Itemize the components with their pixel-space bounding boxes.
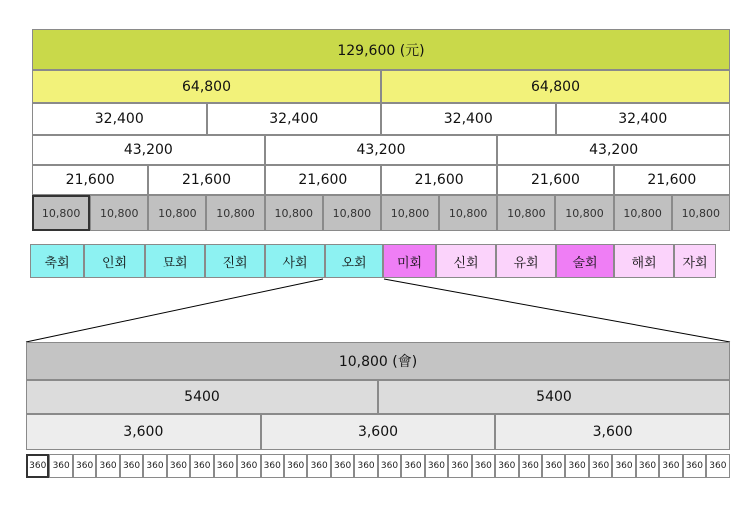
unit-cell: 360 — [167, 454, 190, 478]
twelfth-cell: 10,800 — [32, 195, 90, 231]
unit-cell: 360 — [143, 454, 166, 478]
branch-cell-sul: 술회 — [556, 244, 614, 278]
detail-third-cell: 3,600 — [495, 414, 730, 450]
branch-cell-hae: 해회 — [614, 244, 674, 278]
branch-cell-o: 오회 — [325, 244, 383, 278]
sixth-cell: 21,600 — [381, 165, 497, 195]
unit-cell: 360 — [659, 454, 682, 478]
quarter-cell: 32,400 — [207, 103, 382, 135]
unit-cell: 360 — [190, 454, 213, 478]
unit-cell: 360 — [495, 454, 518, 478]
half-cell: 64,800 — [381, 70, 730, 103]
branch-cell-jin: 진회 — [205, 244, 265, 278]
twelfth-cell: 10,800 — [439, 195, 497, 231]
detail-total-cell: 10,800 (會) — [26, 342, 730, 380]
twelfth-cell: 10,800 — [206, 195, 264, 231]
branch-cell-chuk: 축회 — [30, 244, 84, 278]
unit-cell: 360 — [307, 454, 330, 478]
quarter-cell: 32,400 — [556, 103, 731, 135]
third-cell: 43,200 — [497, 135, 730, 165]
unit-cell: 360 — [401, 454, 424, 478]
branch-cell-sa: 사회 — [265, 244, 325, 278]
sixth-cell: 21,600 — [265, 165, 381, 195]
unit-cell: 360 — [378, 454, 401, 478]
detail-total-row — [26, 342, 730, 380]
unit-cell: 360 — [73, 454, 96, 478]
expansion-line-right — [384, 279, 730, 342]
unit-cell: 360 — [683, 454, 706, 478]
unit-cell: 360 — [589, 454, 612, 478]
twelfth-cell: 10,800 — [614, 195, 672, 231]
unit-cell: 360 — [448, 454, 471, 478]
unit-cell: 360 — [565, 454, 588, 478]
unit-cell: 360 — [636, 454, 659, 478]
twelfth-cell: 10,800 — [555, 195, 613, 231]
third-cell: 43,200 — [265, 135, 498, 165]
sixth-cell: 21,600 — [32, 165, 148, 195]
detail-third-cell: 3,600 — [261, 414, 496, 450]
unit-cell: 360 — [96, 454, 119, 478]
unit-cell: 360 — [612, 454, 635, 478]
unit-cell: 360 — [354, 454, 377, 478]
half-cell: 64,800 — [32, 70, 381, 103]
detail-halves-row — [26, 380, 730, 414]
branch-cell-in: 인회 — [84, 244, 145, 278]
unit-cell: 360 — [472, 454, 495, 478]
branch-cell-sin: 신회 — [436, 244, 496, 278]
detail-third-cell: 3,600 — [26, 414, 261, 450]
unit-cell: 360 — [425, 454, 448, 478]
branch-cell-mi: 미회 — [383, 244, 436, 278]
twelfth-cell: 10,800 — [90, 195, 148, 231]
unit-cell: 360 — [237, 454, 260, 478]
detail-half-cell: 5400 — [26, 380, 378, 414]
unit-cell: 360 — [49, 454, 72, 478]
twelfth-cell: 10,800 — [672, 195, 730, 231]
branch-cell-ja: 자회 — [674, 244, 716, 278]
sixth-cell: 21,600 — [614, 165, 730, 195]
third-cell: 43,200 — [32, 135, 265, 165]
unit-cell: 360 — [261, 454, 284, 478]
unit-cell: 360 — [284, 454, 307, 478]
branch-cell-yu: 유회 — [496, 244, 556, 278]
twelfth-cell: 10,800 — [381, 195, 439, 231]
quarter-cell: 32,400 — [32, 103, 207, 135]
unit-cell: 360 — [519, 454, 542, 478]
unit-cell: 360 — [542, 454, 565, 478]
total-cell: 129,600 (元) — [32, 29, 730, 70]
detail-half-cell: 5400 — [378, 380, 730, 414]
expansion-line-left — [26, 279, 323, 342]
twelfth-cell: 10,800 — [265, 195, 323, 231]
twelfth-cell: 10,800 — [323, 195, 381, 231]
unit-cell: 360 — [706, 454, 729, 478]
twelfth-cell: 10,800 — [497, 195, 555, 231]
quarter-cell: 32,400 — [381, 103, 556, 135]
unit-cell: 360 — [26, 454, 49, 478]
detail-thirds-row — [26, 414, 730, 450]
unit-cell: 360 — [331, 454, 354, 478]
sixth-cell: 21,600 — [497, 165, 613, 195]
sixth-cell: 21,600 — [148, 165, 264, 195]
branch-cell-myo: 묘회 — [145, 244, 205, 278]
detail-units-row — [26, 454, 730, 478]
unit-cell: 360 — [120, 454, 143, 478]
twelfth-cell: 10,800 — [148, 195, 206, 231]
unit-cell: 360 — [214, 454, 237, 478]
